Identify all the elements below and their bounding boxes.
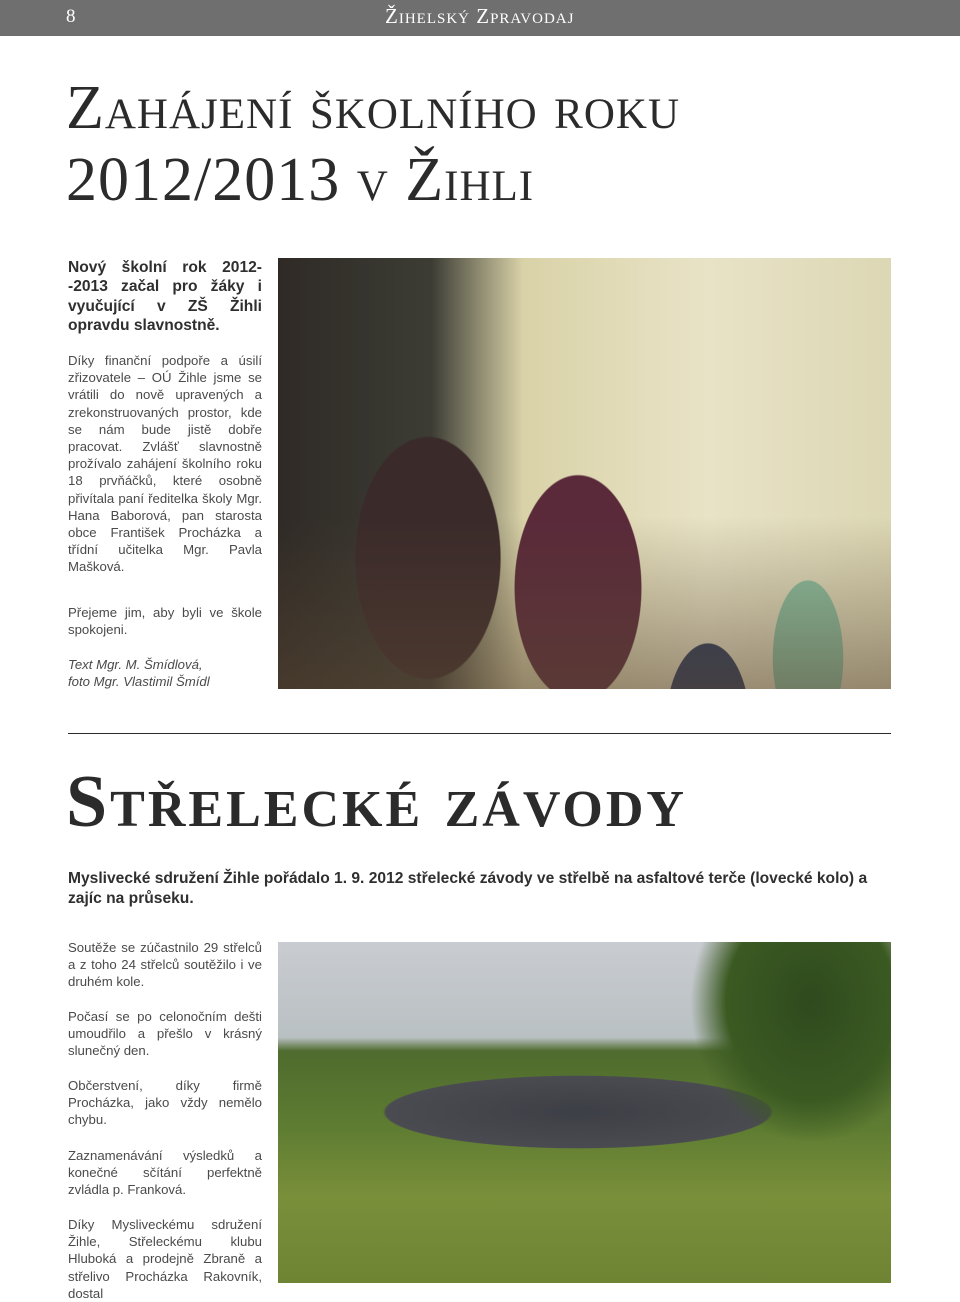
page-number: 8 — [66, 6, 76, 27]
article-paragraph-shooting-1: Soutěže se zúčastnilo 29 střelců a z toho 24 střelců soutěžilo i ve druhém kole. — [68, 940, 262, 990]
photo-credit — [68, 656, 262, 690]
article-paragraph-school-2: Přejeme jim, aby byli ve škole spokojeni. — [68, 605, 262, 638]
shooting-competition-photo — [278, 942, 891, 1283]
article-title-line-2: 2012/2013 v Žihli — [66, 146, 535, 214]
school-opening-photo — [278, 258, 891, 689]
article-lead-shooting: Myslivecké sdružení Žihle pořádalo 1. 9. 2012 střelecké závody ve střelbě na asfaltové terče (lovecké kolo) a zajíc na průseku. — [68, 870, 868, 907]
section-divider — [68, 733, 891, 734]
article-title-school-year — [66, 72, 906, 216]
article-title-line-1: Zahájení školního roku — [66, 74, 681, 142]
credit-line-2: foto Mgr. Vlastimil Šmídl — [68, 674, 210, 690]
article-paragraph-shooting-5: Díky Mysliveckému sdružení Žihle, Střeleckému klubu Hluboká a prodejně Zbraně a střelivo Procházka Rakovník, dostal — [68, 1217, 262, 1301]
article-lead-school: Nový školní rok 2012--2013 začal pro žáky i vyučující v ZŠ Žihli opravdu slavnostně. — [68, 259, 262, 335]
credit-line-1: Text Mgr. M. Šmídlová, — [68, 657, 203, 672]
article-paragraph-school-1: Díky finanční podpoře a úsilí zřizovatele – OÚ Žihle jsme se vrátili do nově upravených a zrekonstruovaných prostor, kde se nám bude jistě dobře pracovat. Zvlášť slavnostně prožívalo zahájení školního roku 18 prvňáčků, které osobně přivítala paní ředitelka školy Mgr. Hana Baborová, pan starosta obce František Procházka a třídní učitelka Mgr. Pavla Mašková. — [68, 353, 262, 575]
article-paragraph-shooting-4: Zaznamenávání výsledků a konečné sčítání perfektně zvládla p. Franková. — [68, 1148, 262, 1198]
publication-title: Žihelský Zpravodaj — [385, 4, 575, 28]
article-title-shooting: Střelecké závody — [66, 761, 687, 843]
header-bar — [0, 0, 960, 36]
article-paragraph-shooting-2: Počasí se po celonočním dešti umoudřilo a přešlo v krásný slunečný den. — [68, 1009, 262, 1059]
article-paragraph-shooting-3: Občerstvení, díky firmě Procházka, jako vždy nemělo chybu. — [68, 1078, 262, 1128]
